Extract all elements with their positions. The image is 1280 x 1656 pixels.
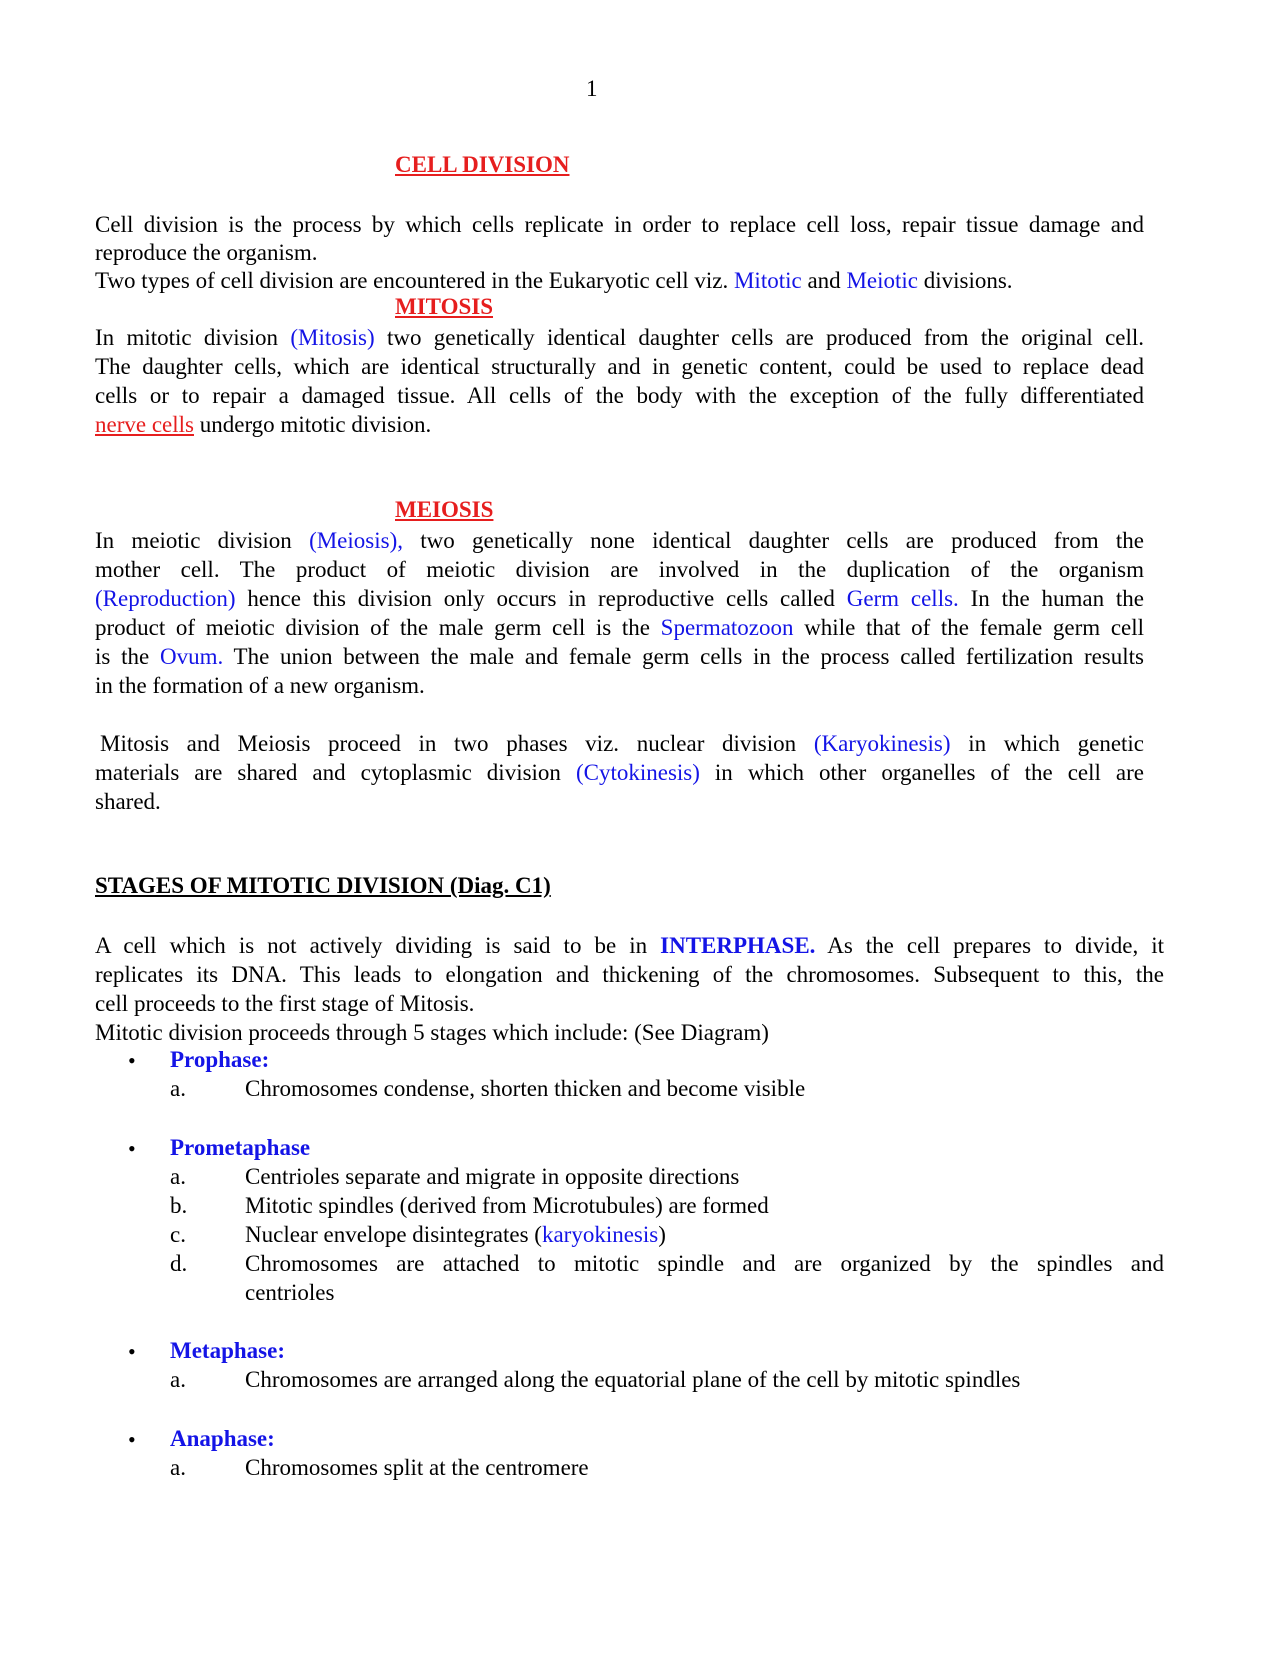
phases-line-2: materials are shared and cytoplasmic division (Cytokinesis) in which other organelles of the cell are [95, 760, 1144, 785]
bullet-icon: • [128, 1136, 136, 1161]
anaphase-a-text: Chromosomes split at the centromere [245, 1455, 589, 1480]
term-cytokinesis: (Cytokinesis) [575, 760, 700, 785]
term-germ-cells: Germ cells. [846, 586, 959, 611]
prophase-a-label: a. [170, 1076, 186, 1101]
prometaphase-b-text: Mitotic spindles (derived from Microtubules) are formed [245, 1193, 769, 1218]
meiosis-line-6: in the formation of a new organism. [95, 673, 425, 698]
stages-line-1: A cell which is not actively dividing is said to be in INTERPHASE. As the cell prepares to divide, it [95, 933, 1165, 958]
prophase-title: Prophase: [170, 1047, 270, 1072]
term-karyokinesis: (Karyokinesis) [813, 731, 951, 756]
bullet-icon: • [128, 1048, 136, 1073]
prometaphase-title: Prometaphase [170, 1135, 311, 1160]
metaphase-a-text: Chromosomes are arranged along the equatorial plane of the cell by mitotic spindles [245, 1367, 1021, 1392]
prometaphase-d-label: d. [170, 1251, 188, 1276]
prometaphase-d-text: Chromosomes are attached to mitotic spindle and are organized by the spindles and [245, 1251, 1164, 1276]
mitosis-heading: MITOSIS [395, 294, 494, 319]
nerve-cells-link[interactable]: nerve cells [95, 412, 194, 437]
stages-line-2: replicates its DNA. This leads to elongation and thickening of the chromosomes. Subsequent to this, the [95, 962, 1164, 987]
bullet-icon: • [128, 1339, 136, 1364]
meiosis-line-1: In meiotic division (Meiosis), two genetically none identical daughter cells are produced from the [95, 528, 1144, 553]
metaphase-title: Metaphase: [170, 1338, 285, 1363]
term-reproduction: (Reproduction) [95, 586, 236, 611]
meiosis-line-3: (Reproduction) hence this division only occurs in reproductive cells called Germ cells. In the human the [95, 586, 1144, 611]
intro-line-2: reproduce the organism. [95, 240, 318, 265]
term-ovum: Ovum. [159, 644, 224, 669]
prometaphase-c-label: c. [170, 1222, 186, 1247]
term-spermatozoon: Spermatozoon [660, 615, 794, 640]
phases-line-3: shared. [95, 789, 161, 814]
term-mitotic: Mitotic [733, 268, 802, 293]
prometaphase-a-text: Centrioles separate and migrate in opposite directions [245, 1164, 740, 1189]
term-mitosis: (Mitosis) [290, 325, 375, 350]
mitosis-line-2: The daughter cells, which are identical structurally and in genetic content, could be used to replace dead [95, 354, 1144, 379]
term-karyokinesis-2: karyokinesis [541, 1222, 659, 1247]
prometaphase-c-text: Nuclear envelope disintegrates (karyokinesis) [245, 1222, 666, 1247]
meiosis-line-4: product of meiotic division of the male germ cell is the Spermatozoon while that of the female germ cell [95, 615, 1145, 640]
bullet-icon: • [128, 1427, 136, 1452]
stages-heading: STAGES OF MITOTIC DIVISION (Diag. C1) [95, 873, 551, 898]
prometaphase-b-label: b. [170, 1193, 188, 1218]
meiosis-line-2: mother cell. The product of meiotic division are involved in the duplication of the organism [95, 557, 1144, 582]
mitosis-line-4: nerve cells undergo mitotic division. [95, 412, 432, 437]
stages-line-4: Mitotic division proceeds through 5 stages which include: (See Diagram) [95, 1020, 769, 1045]
stages-line-3: cell proceeds to the first stage of Mitosis. [95, 991, 475, 1016]
prometaphase-a-label: a. [170, 1164, 186, 1189]
phases-line-1: Mitosis and Meiosis proceed in two phases viz. nuclear division (Karyokinesis) in which genetic [100, 731, 1145, 756]
term-meiotic: Meiotic [846, 268, 918, 293]
meiosis-line-5: is the Ovum. The union between the male and female germ cells in the process called fertilization results [95, 644, 1144, 669]
page-title: CELL DIVISION [395, 152, 570, 177]
metaphase-a-label: a. [170, 1367, 186, 1392]
intro-line-3: Two types of cell division are encountered in the Eukaryotic cell viz. Mitotic and Meiotic divisions. [95, 268, 1013, 293]
prophase-a-text: Chromosomes condense, shorten thicken and become visible [245, 1076, 806, 1101]
intro-line-1: Cell division is the process by which cells replicate in order to replace cell loss, repair tissue damage and [95, 212, 1144, 237]
term-meiosis: (Meiosis), [309, 528, 403, 553]
page-number: 1 [586, 76, 598, 101]
anaphase-a-label: a. [170, 1455, 186, 1480]
meiosis-heading: MEIOSIS [395, 497, 494, 522]
term-interphase: INTERPHASE. [660, 933, 816, 958]
mitosis-line-1: In mitotic division (Mitosis) two genetically identical daughter cells are produced from the original cell. [95, 325, 1145, 350]
anaphase-title: Anaphase: [170, 1426, 275, 1451]
prometaphase-d-text-cont: centrioles [245, 1280, 335, 1305]
mitosis-line-3: cells or to repair a damaged tissue. All cells of the body with the exception of the fully differentiated [95, 383, 1144, 408]
